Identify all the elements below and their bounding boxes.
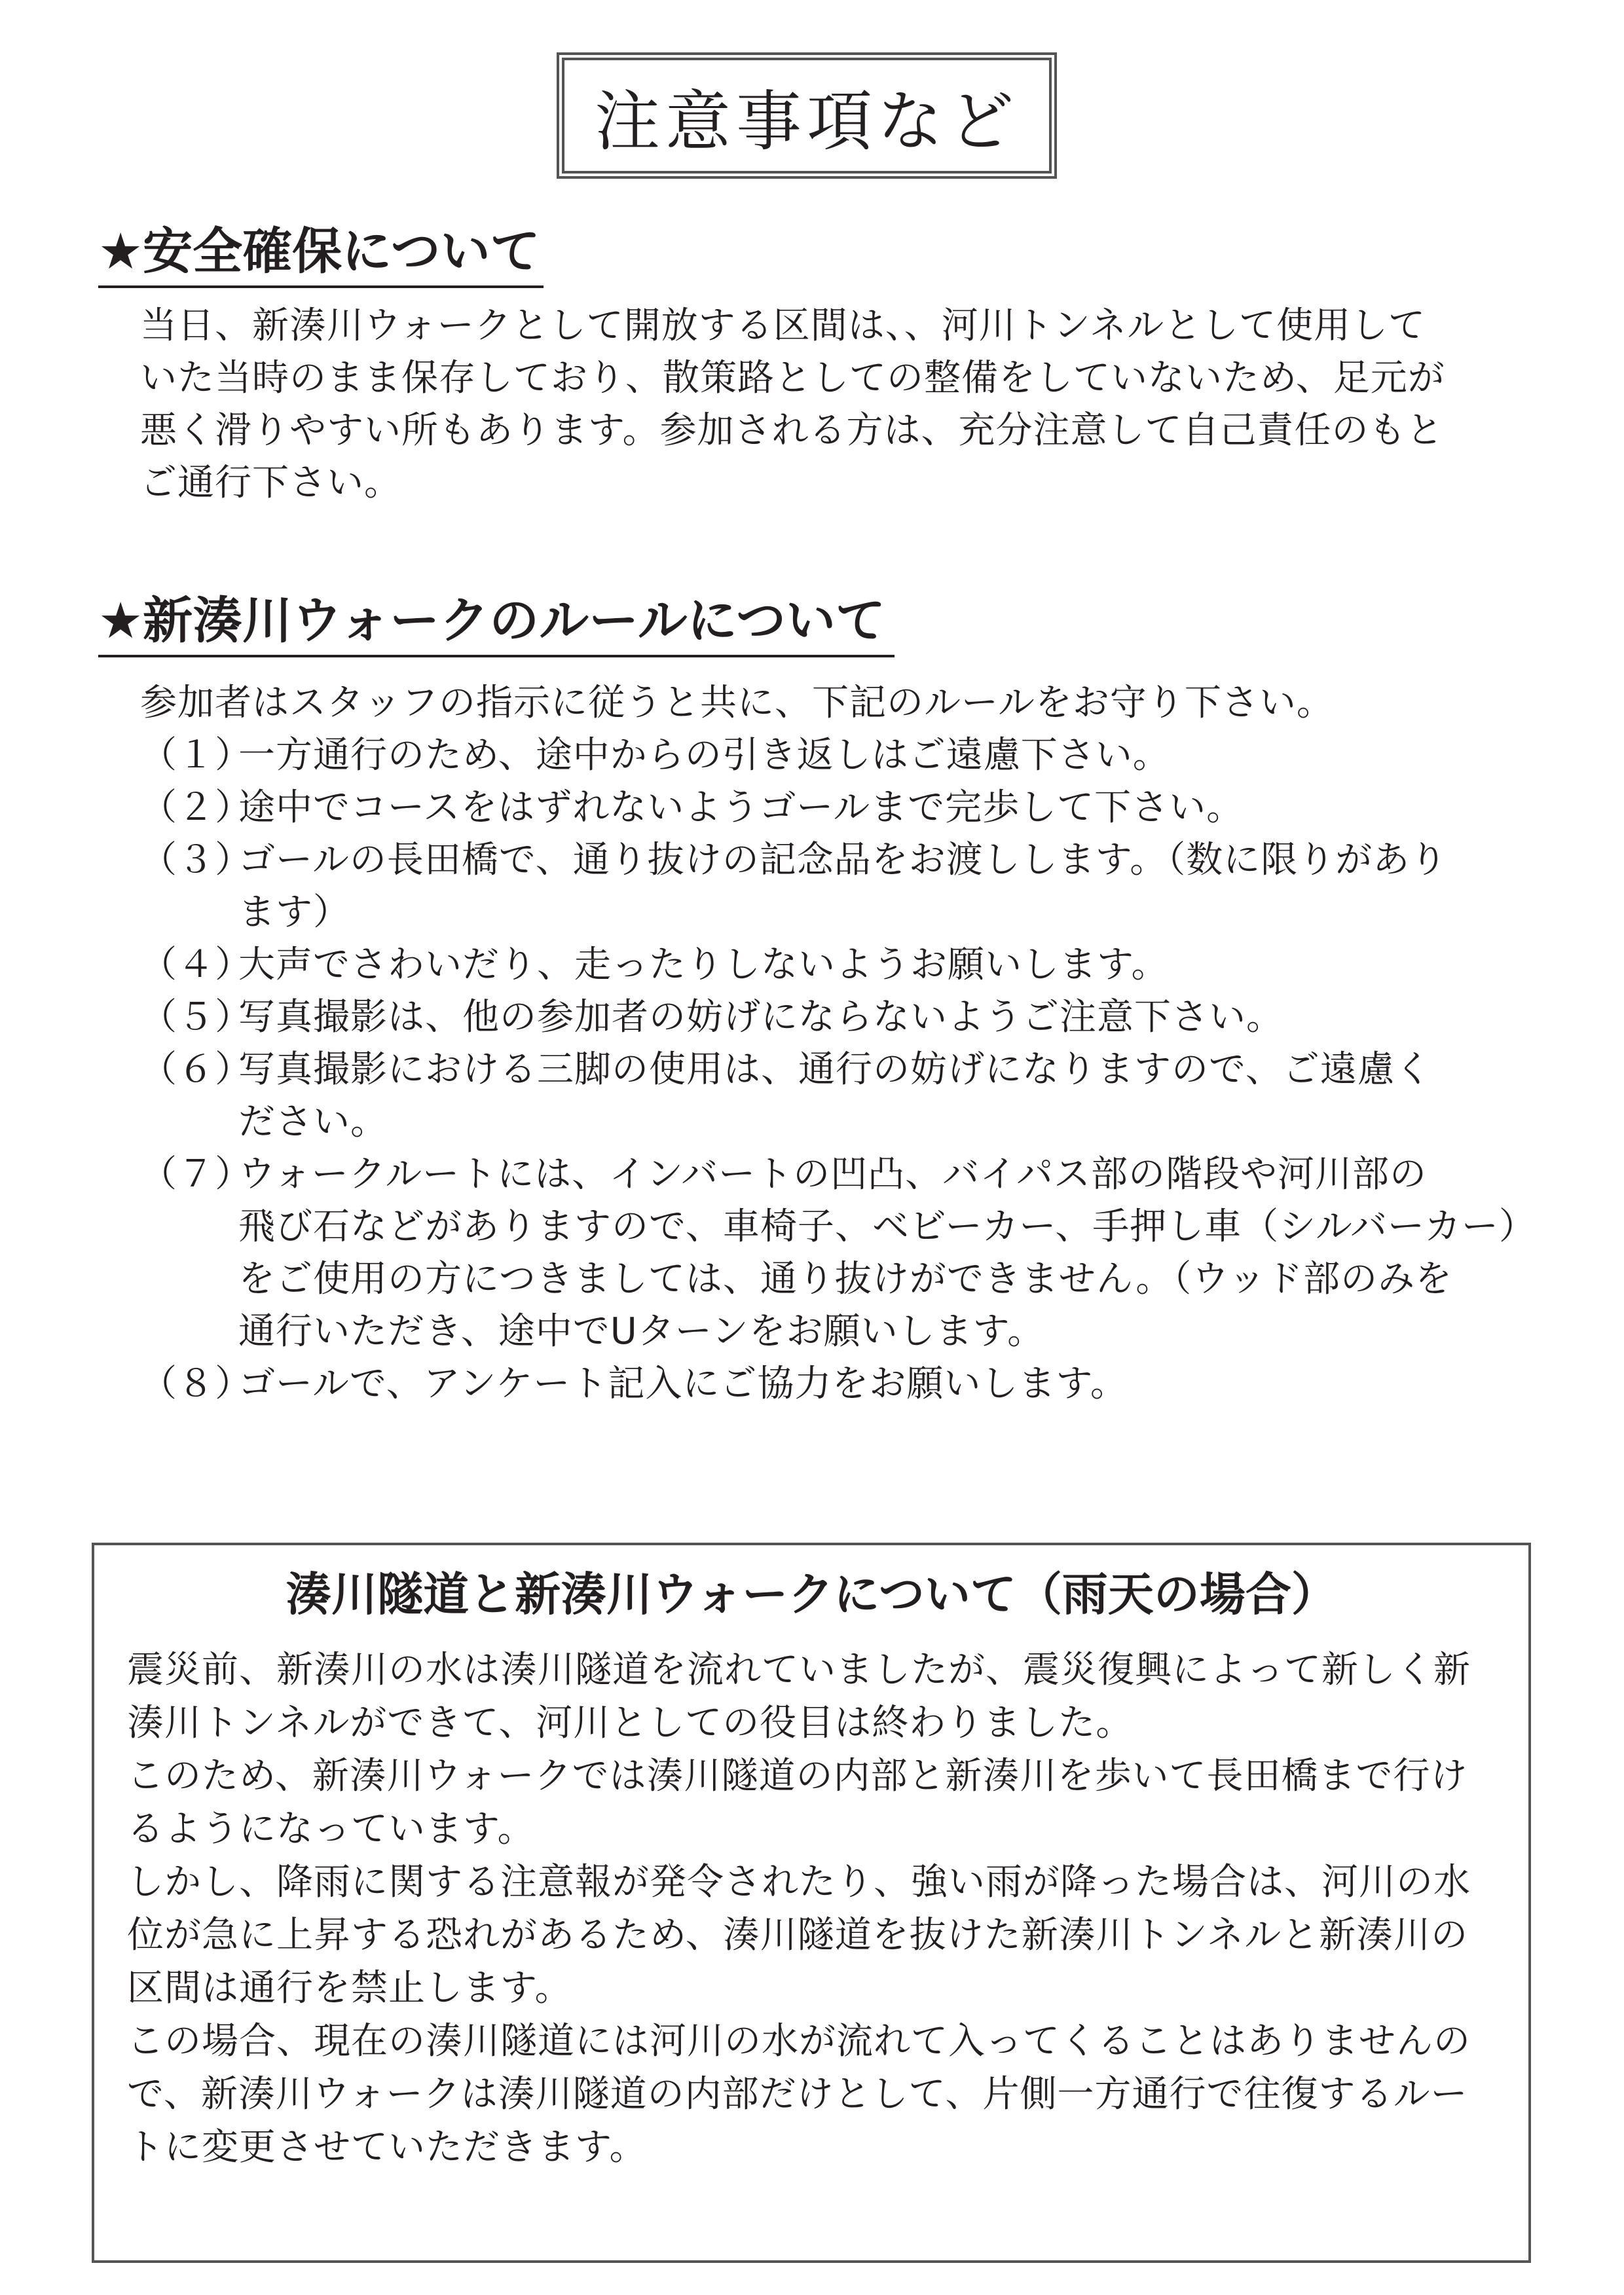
rain-line: トに変更させていただきます。 (127, 2126, 647, 2169)
rule-text (238, 991, 1283, 1044)
rule-text (238, 939, 1169, 991)
rule-text (238, 1148, 1536, 1358)
safety-line: いた当時のまま保存しており、散策路としての整備をしていないため、足元が (140, 357, 1445, 399)
rule-line: 大声でさわいだり、走ったりしないようお願いします。 (238, 944, 1169, 986)
page-title: 注意事項など (595, 83, 1019, 160)
rain-notice-box (92, 1543, 1531, 2263)
rain-line: この場合、現在の湊川隧道には河川の水が流れて入ってくることはありませんの (127, 2020, 1471, 2063)
rule-item (140, 1358, 1536, 1410)
rule-line: 通行いただき、途中でUターンをお願いします。 (238, 1310, 1045, 1353)
rule-text (238, 834, 1447, 939)
rule-line: ださい。 (238, 1101, 388, 1143)
rule-number: （１） (140, 734, 252, 777)
rule-number: （７） (140, 1153, 252, 1196)
rules-heading: ★新湊川ウォークのルールについて (98, 596, 895, 657)
rain-line: 震災前、新湊川の水は湊川隧道を流れていましたが、震災復興によって新しく新 (127, 1649, 1471, 1691)
rule-line: ゴールで、アンケート記入にご協力をお願いします。 (238, 1363, 1128, 1405)
rule-number: （２） (140, 786, 252, 829)
rule-text (238, 1358, 1128, 1410)
rule-number: （６） (140, 1048, 252, 1091)
rule-line: 一方通行のため、途中からの引き返しはご遠慮下さい。 (238, 734, 1170, 777)
safety-heading: ★安全確保について (98, 227, 544, 288)
rule-line: 飛び石などがありますので、車椅子、ベビーカー、手押し車（シルバーカー） (238, 1205, 1536, 1248)
rule-line: ウォークルートには、インバートの凹凸、バイパス部の階段や河川部の (238, 1153, 1428, 1196)
rules-list (140, 729, 1536, 1410)
rain-line: 湊川トンネルができて、河川としての役目は終わりました。 (127, 1702, 1134, 1744)
rule-text (238, 1044, 1432, 1148)
rule-line: 途中でコースをはずれないようゴールまで完歩して下さい。 (238, 786, 1244, 829)
rain-line: しかし、降雨に関する注意報が発令されたり、強い雨が降った場合は、河川の水 (127, 1861, 1471, 1903)
rain-line: このため、新湊川ウォークでは湊川隧道の内部と新湊川を歩いて長田橋まで行け (127, 1755, 1468, 1797)
safety-line: 当日、新湊川ウォークとして開放する区間は、、河川トンネルとして使用して (140, 304, 1426, 347)
rule-item (140, 991, 1536, 1044)
rule-number: （８） (140, 1363, 252, 1405)
rule-item (140, 1044, 1536, 1148)
rule-text (238, 782, 1244, 834)
rain-line: るようになっています。 (127, 1808, 535, 1850)
rain-notice-title: 湊川隧道と新湊川ウォークについて（雨天の場合） (286, 1568, 1337, 1621)
rule-item (140, 834, 1536, 939)
rule-line: 写真撮影は、他の参加者の妨げにならないようご注意下さい。 (238, 996, 1283, 1038)
rain-notice-text (127, 1643, 1471, 2174)
title-box (557, 52, 1057, 179)
safety-line: ご通行下さい。 (140, 462, 401, 504)
rule-number: （３） (140, 839, 252, 881)
safety-line: 悪く滑りやすい所もあります。参加される方は、充分注意して自己責任のもと (140, 409, 1444, 452)
rule-line: ゴールの長田橋で、通り抜けの記念品をお渡しします。（数に限りがあり (238, 839, 1448, 881)
rule-number: （５） (140, 996, 252, 1038)
rule-item (140, 1148, 1536, 1358)
rain-line: で、新湊川ウォークは湊川隧道の内部だけとして、片側一方通行で往復するルー (127, 2073, 1468, 2116)
rule-line: ます） (238, 891, 350, 934)
rule-item (140, 939, 1536, 991)
rule-number: （４） (140, 944, 252, 986)
rules-intro: 参加者はスタッフの指示に従うと共に、下記のルールをお守り下さい。 (140, 682, 1334, 724)
rule-line: をご使用の方につきましては、通り抜けができません。（ウッド部のみを (238, 1258, 1453, 1300)
rain-line: 位が急に上昇する恐れがあるため、湊川隧道を抜けた新湊川トンネルと新湊川の (127, 1914, 1469, 1956)
rule-item (140, 729, 1536, 782)
rule-item (140, 782, 1536, 834)
rain-line: 区間は通行を禁止します。 (127, 1967, 572, 2010)
rule-line: 写真撮影における三脚の使用は、通行の妨げになりますので、ご遠慮く (238, 1048, 1432, 1091)
rule-text (238, 729, 1170, 782)
safety-paragraph (140, 300, 1445, 509)
